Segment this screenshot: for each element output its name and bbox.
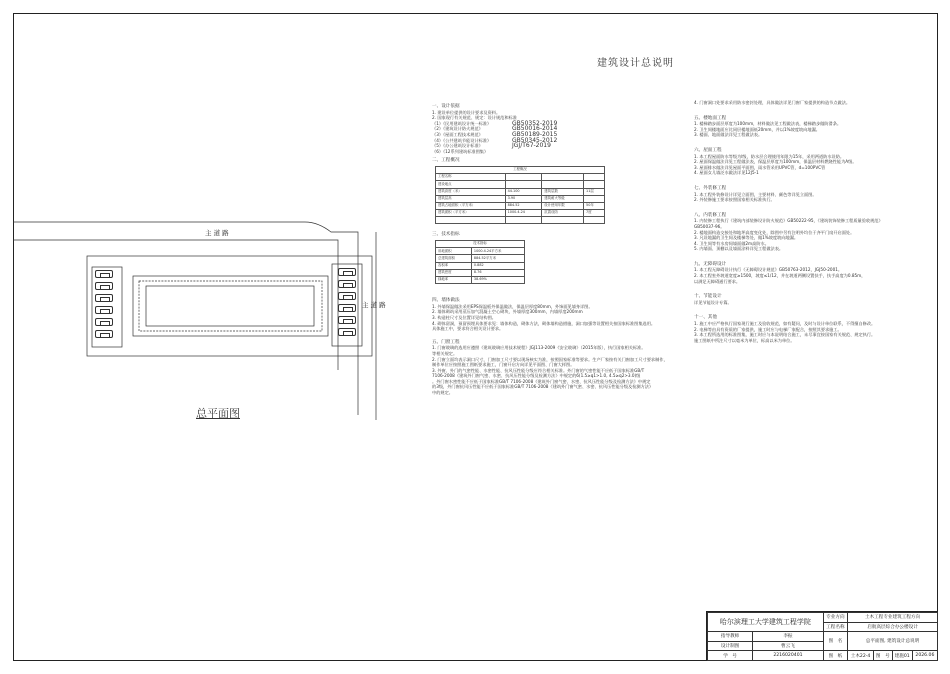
car-icon — [338, 292, 356, 300]
note-line: 2. 门窗立面均表示洞口尺寸，门窗加工尺寸要以现场核实为准，按照国家标准等要求。生产厂家按有关门窗加工尺寸要求制作， — [432, 356, 668, 362]
note-line: 1. 本工程屋面防水等级为Ⅰ级，防水层合理使用年限为15年，采用两道防水设防。 — [694, 153, 845, 159]
note-line: 1. 本工程无障碍设计执行《无障碍设计规范》GB50763-2012，JGJ50-2001。 — [694, 267, 843, 273]
note-line: 4. 卫生间等有水房间墙面做2m高防水。 — [694, 240, 769, 246]
field-label: 指导教师 — [708, 632, 753, 642]
field-label: 设计制图 — [708, 641, 753, 651]
note-line: 1. 外墙保温做法采用EPS保温板外保温做法，保温层厚度80mm，外饰面见墙身详图。 — [432, 303, 593, 309]
note-line: 1. 门窗玻璃的选用应遵照《建筑玻璃应用技术规程》JGJ113-2009《安全玻璃》（2015年版），执行国家相关标准。 — [432, 345, 646, 351]
section-title: 八、内装修工程 — [694, 212, 727, 218]
car-icon — [95, 330, 113, 338]
field-value: 启航高层综合办公楼设计 — [848, 622, 938, 632]
notes-right-column — [694, 100, 930, 343]
car-icon — [338, 316, 356, 324]
tech-index-table: 技术指标 用地面积 1000.4.24平方米 总建筑面积 884.52平方米 容积率 0.882 建筑密度 8.76 绿地率 38.69% — [435, 240, 525, 284]
note-line: 2. 国家现行有关规范、规定：设计规范和标准 — [432, 115, 517, 121]
plan-title: 总平面图 — [196, 407, 240, 420]
standard-row: 《5》《办公建筑设计标准》 JGJ/T67-2019 — [432, 142, 551, 150]
field-value: 2026.06 — [912, 651, 937, 661]
standard-row: 《3》《屋面工程技术规范》 GB50189-2015 — [432, 130, 558, 138]
note-line: 2. 卫生间楼地面应比同层楼地面低20mm，并以1%坡度坡向地漏。 — [694, 126, 820, 132]
car-icon — [95, 282, 113, 290]
building-outline-inner — [139, 281, 322, 331]
note-line: 3. 外窗、外门的气密性能、水密性能、抗风压性能分级应符合相关标准。外门窗的气密性能不应低于国家标准GB/T — [432, 367, 645, 373]
field-label: 学 号 — [708, 651, 753, 661]
field-value: 总平面图, 建筑设计总说明 — [848, 632, 938, 651]
car-icon — [338, 328, 356, 336]
note-line: 3. 本工程所选用的标准图集，施工时应与本说明结合施工，未尽事宜按国家有关规范、规定执行。 — [694, 332, 876, 338]
road-label-right: 主 道 路 — [362, 301, 386, 309]
overview-table: 工程概况 工程名称 建设地点 建筑高度（米） 44.100 建筑层数 11层 建筑层高 3.90 建筑耐火等级 建筑占地面积（平方米） 884.52 设计使用年限 50年 建筑面积（平方米） 1000.4.24 抗震设防 7度 — [435, 166, 605, 225]
note-line: 制作单位应按照施工图纸要求施工，门窗开启方向详见平面图、门窗大样图。 — [432, 362, 575, 368]
note-line: 以满足无障碍通行要求。 — [694, 278, 741, 284]
road-label-top: 主 道 路 — [205, 229, 229, 237]
building-footprint — [146, 286, 314, 326]
note-line: 2. 屋面保温做法详见工程做法表，保温层厚度为100mm，保温层材料燃烧性能为A级。 — [694, 159, 857, 165]
field-value: 曹云飞 — [753, 641, 824, 651]
drawing-title: 建筑设计总说明 — [597, 58, 674, 69]
note-line: 施工图纸中所注尺寸以毫米为单位，标高以米为单位。 — [694, 337, 795, 343]
standard-row: 《1》《民用建筑设计统一标准》 GB50352-2019 — [432, 119, 558, 127]
field-value: 土木22-4 — [848, 651, 874, 661]
standard-row: 《6》《12系列建筑标准图集》 — [432, 148, 489, 154]
note-line: 1. 楼梯踏步面层厚度为100mm，材料做法见工程做法表，楼梯踏步做防滑条。 — [694, 121, 842, 127]
building-outline-outer — [133, 276, 328, 336]
note-line: 2. 电梯等由具有资质的厂家提供，施工时应与电梯厂家配合，按照其要求施工。 — [694, 326, 842, 332]
section-title: 五、楼地面工程 — [694, 115, 727, 121]
note-line: 2. 外装修施工要求按照国家相关标准执行。 — [694, 197, 775, 203]
title-block — [706, 611, 938, 661]
section-title: 六、屋面工程 — [694, 147, 722, 153]
notes-left-column — [432, 100, 677, 396]
field-value: 2216020401 — [753, 651, 824, 661]
note-line: 中的规定。 — [432, 390, 453, 396]
note-line: 3. 屋面排水做法详见屋面平面图，雨水管采用UPVC管，d=100PVC管 — [694, 164, 826, 170]
note-line: 。外门窗水密性能不应低于国家标准GB/T 7106-2008《建筑外门窗气密、水密、抗风压性能分级及检测方法》中规定 — [432, 378, 651, 384]
note-line: GB50037-96。 — [694, 223, 725, 229]
car-icon — [338, 268, 356, 276]
section-title: 五、门窗工程 — [432, 339, 460, 345]
note-line: 详见节能设计专篇。 — [694, 299, 732, 305]
note-line: 具体施工中，要求符合相关设计要求。 — [432, 326, 504, 332]
car-icon — [95, 306, 113, 314]
site-boundary — [87, 256, 372, 356]
note-line: 5. 内墙面、顶棚以及墙面涂料详见工程做法表。 — [694, 246, 784, 252]
note-line: 1. 施工中应严格执行国家现行施工及验收规范，如有疑问，及时与设计单位联系，不得擅自修改。 — [694, 321, 876, 327]
note-line: 4. 砌体留洞，预留预埋具体要求见：墙体构造，砌体方法，砌体墙构造措施，洞口加强等设置相关按国家标准图集选用。 — [432, 320, 656, 326]
field-label: 图 纸 — [823, 651, 847, 661]
note-line: 1. 内装修工程执行《建筑内部装修设计防火规范》GB50222-95，《建筑装饰装修工程质量验收规范》 — [694, 218, 883, 224]
field-label: 图 号 — [874, 651, 893, 661]
field-label: 工程名称 — [823, 622, 847, 632]
field-value: 土木工程专业建筑工程方向 — [848, 613, 938, 623]
car-icon — [95, 294, 113, 302]
car-icon — [95, 318, 113, 326]
note-line: 3. 楼面、地面做法详见工程做法表。 — [694, 132, 763, 138]
note-line: 1. 本工程外装修设计详见立面图，主要材料、颜色等详见立面图。 — [694, 191, 817, 197]
note-line: 2. 本工程室外坡道宽度≥1500，坡度≤1/12，并在坡道两侧设置扶手，扶手高度为0.85m， — [694, 273, 866, 279]
section-title: 七、外装修工程 — [694, 185, 727, 191]
note-line: 2. 楼地面构造交接处和地坪高度变化处，除图中另有注明外均位于齐平门扇开启面处。 — [694, 229, 855, 235]
note-line: 4. 屋面女儿墙泛水做法详见12J5-1 — [694, 170, 759, 176]
standard-row: 《4》《公共建筑节能设计标准》 GB50345-2012 — [432, 136, 558, 144]
standard-row: 《2》《建筑设计防火规范》 GB50016-2014 — [432, 125, 558, 133]
field-value: 建施01 — [892, 651, 912, 661]
section-title: 四、墙体做法 — [432, 298, 460, 304]
section-title: 十、节能设计 — [694, 294, 722, 300]
note-line: 2. 墙体砌筑采用蒸压加气混凝土空心砌块，外墙厚度300mm，内墙厚度200mm — [432, 309, 583, 315]
car-icon — [338, 304, 356, 312]
note-line: 3. 构造柱尺寸及位置详见结构图。 — [432, 314, 496, 320]
section-title: 九、无障碍设计 — [694, 261, 727, 267]
field-label: 专业方向 — [823, 613, 847, 623]
car-icon — [338, 280, 356, 288]
road-edge-top-inner — [13, 240, 338, 370]
field-label: 图 名 — [823, 632, 847, 651]
section-title: 一、设计依据 — [432, 104, 460, 109]
school-name: 哈尔滨理工大学建筑工程学院 — [708, 613, 824, 632]
note-line: 1. 建设单位提供的设计要求及资料。 — [432, 109, 501, 115]
field-value: 李振 — [753, 632, 824, 642]
section-title: 二、工程概况 — [432, 158, 460, 164]
note-line: 7106-2008《建筑外门窗气密、水密、抗风压性能分级及检测方法》中规定的6(1.5≥q1>1.0, 4.5≥q2>3.0)级 — [432, 373, 641, 379]
note-line: 3. 凡设地漏的卫生间及楼梯等处，做1%坡度坡向地漏。 — [694, 235, 799, 241]
note-line: 等相关规定。 — [432, 350, 458, 356]
section-title: 十一、其他 — [694, 315, 717, 321]
section-title: 三、技术指标 — [432, 232, 460, 238]
note-line: 4. 门窗洞口处要求采用防水密封处理，具体做法详见门窗厂家提供的构造节点做法。 — [694, 100, 851, 105]
car-icon — [95, 270, 113, 278]
note-line: 的3级，外门窗抗风压性能不应低于国家标准GB/T 7106-2008《建筑外门窗气密、水密、抗风压性能分级及检测方法》 — [432, 384, 654, 390]
road-edge-top — [13, 222, 358, 415]
